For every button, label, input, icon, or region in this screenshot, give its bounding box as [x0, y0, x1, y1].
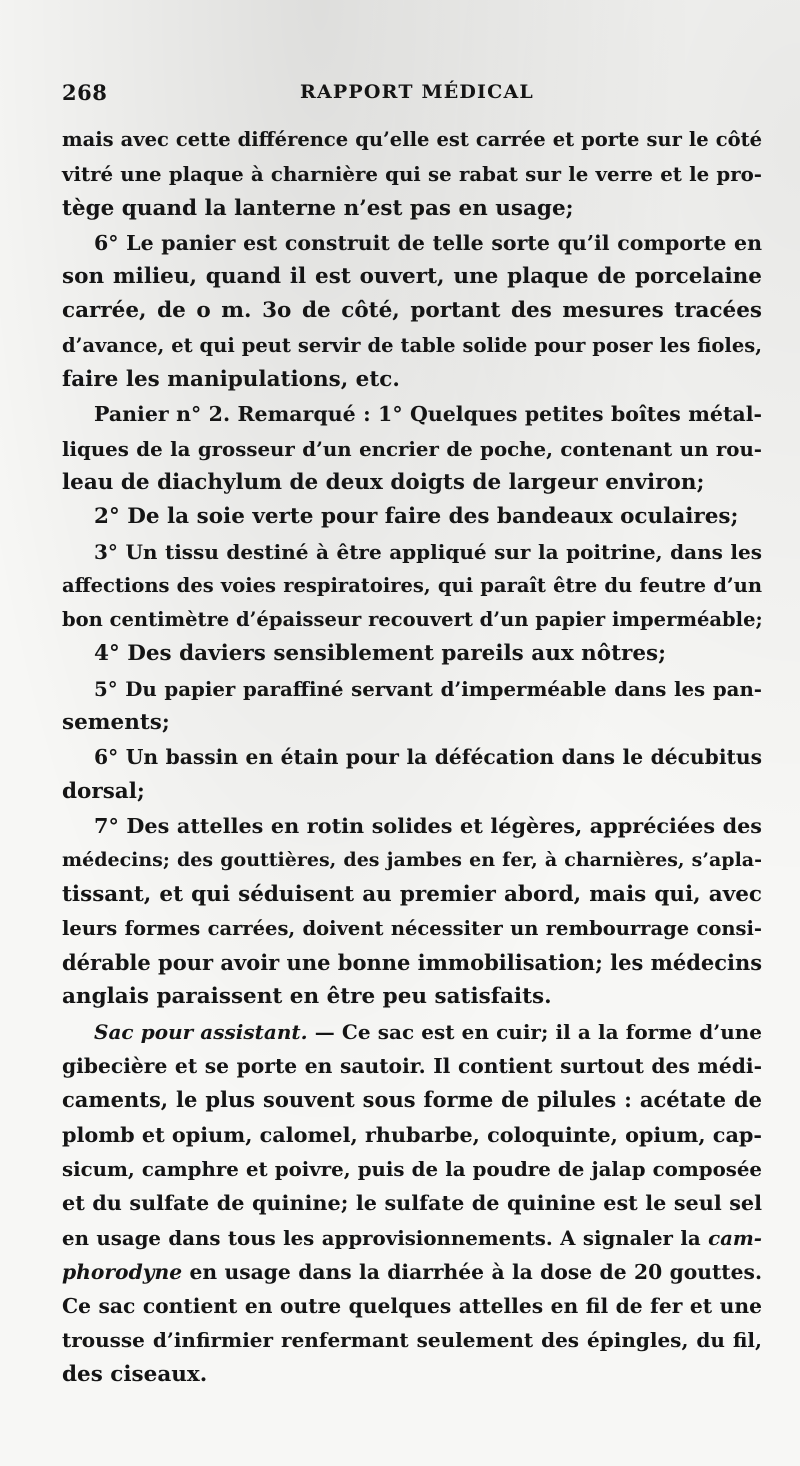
text-line: [62, 294, 762, 328]
text-line: [62, 1186, 762, 1220]
text-line: [62, 397, 762, 431]
body-text: [62, 123, 762, 1392]
text-run: 6° Le panier est construit de telle sorte qu’il comporte en: [94, 230, 762, 255]
text-run: médecins; des gouttières, des jambes en fer, à charnières, s’apla-: [62, 849, 762, 872]
text-line: [62, 1255, 762, 1289]
text-line: [62, 329, 762, 363]
text-run: en usage dans tous les approvisionnements. A signaler la: [62, 1225, 709, 1250]
text-run: caments, le plus souvent sous forme de pilules : acétate de: [62, 1087, 762, 1113]
text-run: tège quand la lanterne n’est pas en usage;: [62, 195, 574, 221]
text-run: gibecière et se porte en sautoir. Il contient surtout des médi-: [62, 1054, 762, 1079]
text-run: Ce sac contient en outre quelques attelles en fil de fer et une: [62, 1294, 762, 1319]
text-run: trousse d’infirmier renfermant seulement des épingles, du fil,: [62, 1328, 762, 1353]
text-line: [62, 363, 762, 397]
running-head: RAPPORT MÉDICAL: [300, 81, 534, 103]
text-line: [62, 1152, 762, 1186]
text-run: dérable pour avoir une bonne immobilisation; les médecins: [62, 950, 763, 976]
text-run: et du sulfate de quinine; le sulfate de quinine est le seul sel: [62, 1191, 762, 1216]
text-line: [62, 1083, 762, 1117]
text-line: [62, 123, 762, 157]
page-number: 268: [62, 80, 108, 105]
text-run: bon centimètre d’épaisseur recouvert d’un papier imperméable;: [62, 608, 763, 632]
text-run: affections des voies respiratoires, qui paraît être du feutre d’un: [62, 573, 762, 597]
text-run: des ciseaux.: [62, 1361, 208, 1387]
italic-run: Sac pour assistant.: [94, 1019, 308, 1044]
text-run: carrée, de o m. 3o de côté, portant des mesures tracées: [62, 298, 762, 324]
text-run: 6° Un bassin en étain pour la défécation dans le décubitus: [94, 745, 762, 770]
text-line: [62, 878, 762, 912]
text-line: [62, 1118, 762, 1152]
text-run: plomb et opium, calomel, rhubarbe, coloquinte, opium, cap-: [62, 1122, 763, 1147]
text-line: [62, 740, 762, 774]
text-run: son milieu, quand il est ouvert, une plaque de porcelaine: [62, 264, 762, 290]
text-line: [62, 432, 762, 466]
text-line: [62, 157, 762, 191]
text-line: [62, 706, 762, 740]
text-run: d’avance, et qui peut servir de table solide pour poser les fioles,: [62, 333, 762, 357]
text-run: vitré une plaque à charnière qui se rabat sur le verre et le pro-: [62, 162, 762, 187]
text-line: [62, 980, 762, 1014]
text-line: [62, 637, 762, 671]
text-run: 5° Du papier paraffiné servant d’imperméable dans les pan-: [94, 676, 762, 701]
text-line: [62, 809, 762, 843]
text-run: — Ce sac est en cuir; il a la forme d’une: [307, 1019, 763, 1044]
text-line: [62, 1015, 762, 1049]
text-run: 3° Un tissu destiné à être appliqué sur la poitrine, dans les: [94, 539, 762, 564]
text-line: [62, 1221, 762, 1255]
text-line: [62, 500, 762, 534]
text-line: [62, 260, 762, 294]
italic-run: cam-: [708, 1225, 762, 1250]
text-run: mais avec cette différence qu’elle est carrée et porte sur le côté: [62, 128, 762, 151]
text-run: leau de diachylum de deux doigts de largeur environ;: [62, 469, 705, 495]
text-line: [62, 192, 762, 226]
text-run: Panier n° 2. Remarqué : 1° Quelques petites boîtes métal-: [94, 402, 762, 427]
italic-run: phorodyne: [62, 1259, 183, 1284]
text-run: 2° De la soie verte pour faire des bandeaux oculaires;: [94, 504, 739, 530]
text-line: [62, 535, 762, 569]
text-line: [62, 775, 762, 809]
page-header: [62, 80, 762, 112]
text-run: tissant, et qui séduisent au premier abord, mais qui, avec: [62, 881, 762, 907]
text-run: 4° Des daviers sensiblement pareils aux nôtres;: [94, 641, 667, 667]
text-line: [62, 843, 762, 877]
text-line: [62, 569, 762, 603]
text-line: [62, 946, 762, 980]
text-run: sicum, camphre et poivre, puis de la poudre de jalap composée: [62, 1156, 762, 1181]
text-line: [62, 603, 762, 637]
text-run: anglais paraissent en être peu satisfaits.: [62, 984, 552, 1010]
text-run: faire les manipulations, etc.: [62, 367, 400, 393]
text-line: [62, 1289, 762, 1323]
text-run: liques de la grosseur d’un encrier de poche, contenant un rou-: [62, 436, 762, 461]
text-line: [62, 1358, 762, 1392]
text-run: dorsal;: [62, 778, 145, 804]
text-run: leurs formes carrées, doivent nécessiter un rembourrage consi-: [62, 916, 762, 940]
text-line: [62, 1323, 762, 1357]
text-line: [62, 1049, 762, 1083]
text-run: 7° Des attelles en rotin solides et légères, appréciées des: [94, 813, 762, 838]
text-run: en usage dans la diarrhée à la dose de 20 gouttes.: [182, 1259, 762, 1284]
text-line: [62, 672, 762, 706]
text-line: [62, 912, 762, 946]
text-run: sements;: [62, 710, 170, 736]
text-line: [62, 466, 762, 500]
text-line: [62, 226, 762, 260]
